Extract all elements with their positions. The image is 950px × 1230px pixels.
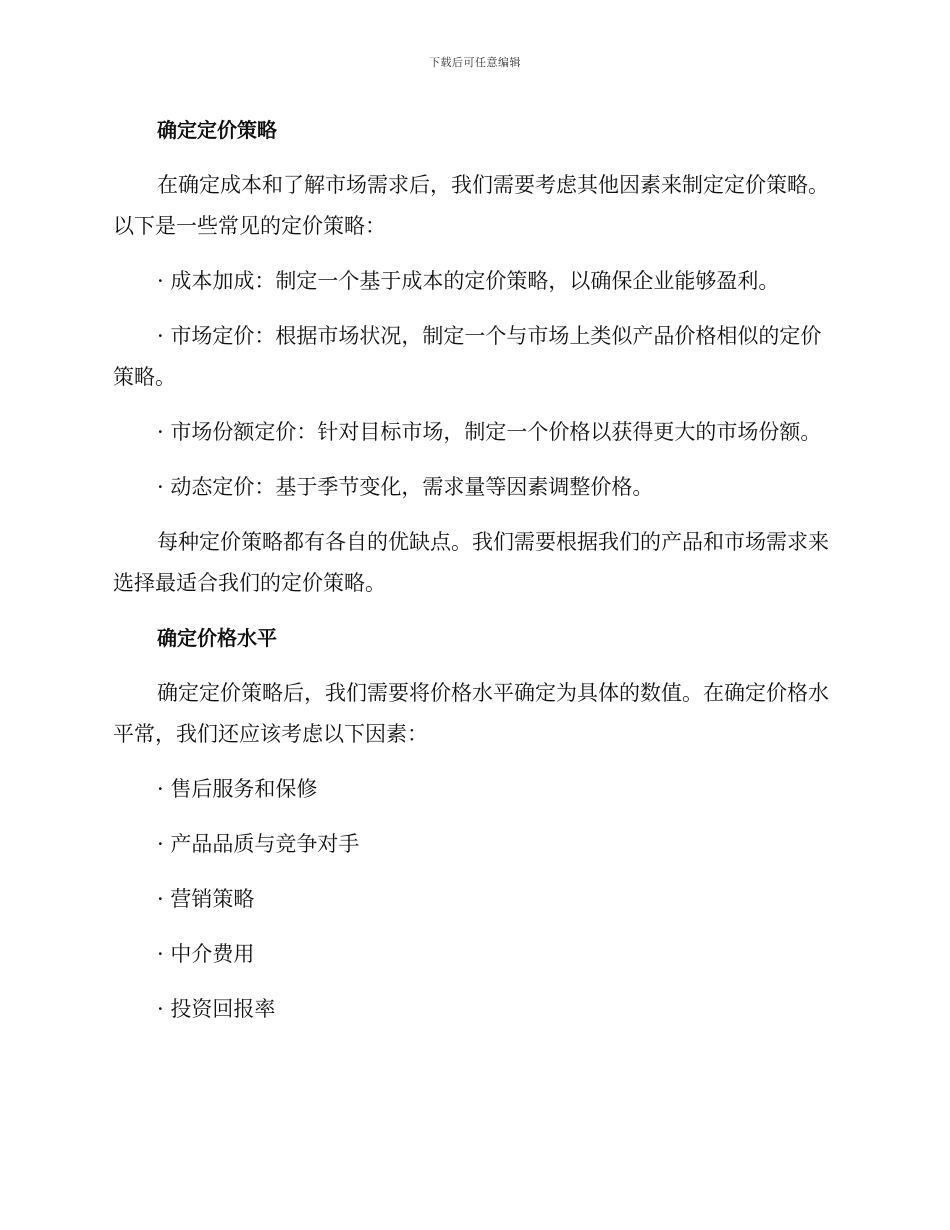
paragraph-price-level-intro: 确定定价策略后，我们需要将价格水平确定为具体的数值。在确定价格水平常，我们还应该考虑以下因素： xyxy=(113,681,829,746)
bullet-dynamic-pricing: · 动态定价：基于季节变化，需求量等因素调整价格。 xyxy=(157,475,654,499)
bullet-product-quality: · 产品品质与竞争对手 xyxy=(157,832,360,856)
section-heading-price-level: 确定价格水平 xyxy=(157,626,277,650)
header-note: 下载后可任意编辑 xyxy=(429,56,521,69)
document-content xyxy=(113,110,833,1044)
bullet-market-share-pricing: · 市场份额定价：针对目标市场，制定一个价格以获得更大的市场份额。 xyxy=(157,420,822,444)
paragraph-strategy-intro: 在确定成本和了解市场需求后，我们需要考虑其他因素来制定定价策略。以下是一些常见的定价策略： xyxy=(113,173,829,238)
section-heading-pricing-strategy: 确定定价策略 xyxy=(157,118,277,142)
bullet-roi: · 投资回报率 xyxy=(157,997,276,1021)
bullet-cost-plus: · 成本加成：制定一个基于成本的定价策略，以确保企业能够盈利。 xyxy=(157,269,780,293)
bullet-marketing-strategy: · 营销策略 xyxy=(157,887,255,911)
paragraph-strategy-conclusion: 每种定价策略都有各自的优缺点。我们需要根据我们的产品和市场需求来选择最适合我们的定价策略。 xyxy=(113,530,829,595)
bullet-agency-fees: · 中介费用 xyxy=(157,942,255,966)
bullet-market-pricing: · 市场定价：根据市场状况，制定一个与市场上类似产品价格相似的定价策略。 xyxy=(113,324,822,389)
bullet-after-sales: · 售后服务和保修 xyxy=(157,777,318,801)
